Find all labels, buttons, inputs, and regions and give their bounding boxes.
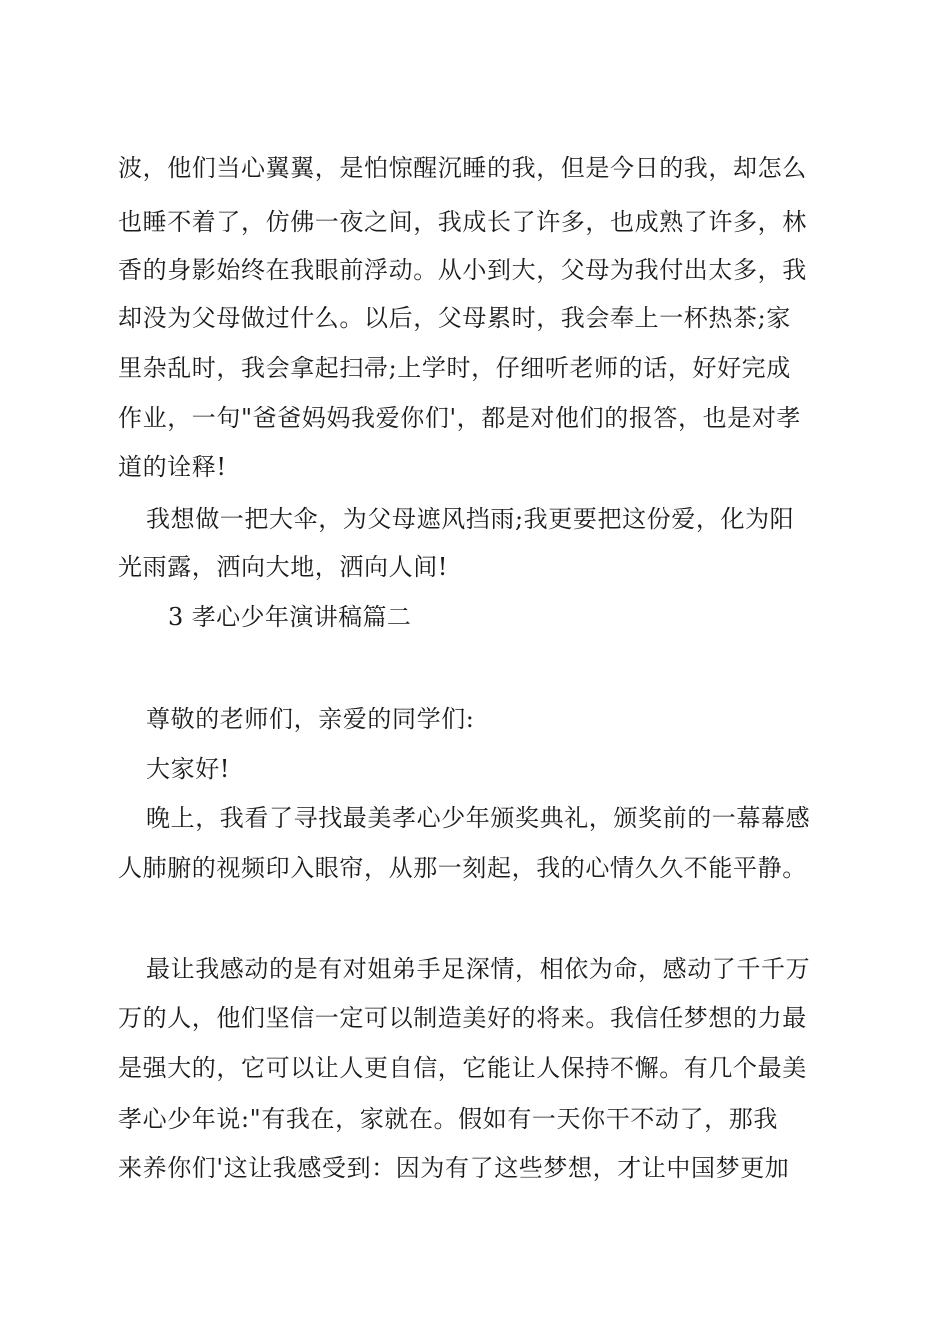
text-line: 作业，一句"爸爸妈妈我爱你们'，都是对他们的报答，也是对孝 — [118, 404, 802, 432]
text-line: 万的人，他们坚信一定可以制造美好的将来。我信任梦想的力最 — [118, 1004, 807, 1032]
greeting-line: 尊敬的老师们，亲爱的同学们: — [146, 705, 475, 733]
text-line: 道的诠释! — [118, 453, 227, 481]
text-line: 波，他们当心翼翼，是怕惊醒沉睡的我，但是今日的我，却怎么 — [118, 154, 807, 182]
greeting-line: 大家好! — [146, 755, 231, 783]
text-line: 却没为父母做过什么。以后，父母累时，我会奉上一杯热茶;家 — [118, 304, 791, 332]
text-line: 是强大的，它可以让人更自信，它能让人保持不懈。有几个最美 — [118, 1054, 807, 1082]
text-line: 最让我感动的是有对姐弟手足深情，相依为命，感动了千千万 — [146, 955, 811, 983]
text-line: 香的身影始终在我眼前浮动。从小到大，父母为我付出太多，我 — [118, 256, 807, 284]
text-line: 里杂乱时，我会拿起扫帚;上学时，仔细听老师的话，好好完成 — [118, 354, 791, 382]
text-line: 光雨露，洒向大地，洒向人间! — [118, 553, 449, 581]
text-line: 来养你们'这让我感受到：因为有了这些梦想，才让中国梦更加 — [118, 1154, 790, 1182]
text-line: 人肺腑的视频印入眼帘，从那一刻起，我的心情久久不能平静。 — [118, 854, 807, 882]
text-line: 晚上，我看了寻找最美孝心少年颁奖典礼，颁奖前的一幕幕感 — [146, 804, 811, 832]
section-heading: 3 孝心少年演讲稿篇二 — [168, 603, 412, 631]
text-line: 孝心少年说:"有我在，家就在。假如有一天你干不动了，那我 — [118, 1105, 778, 1133]
text-line: 也睡不着了，仿佛一夜之间，我成长了许多，也成熟了许多，林 — [118, 208, 807, 236]
text-line: 我想做一把大伞，为父母遮风挡雨;我更要把这份爱，化为阳 — [146, 505, 795, 533]
